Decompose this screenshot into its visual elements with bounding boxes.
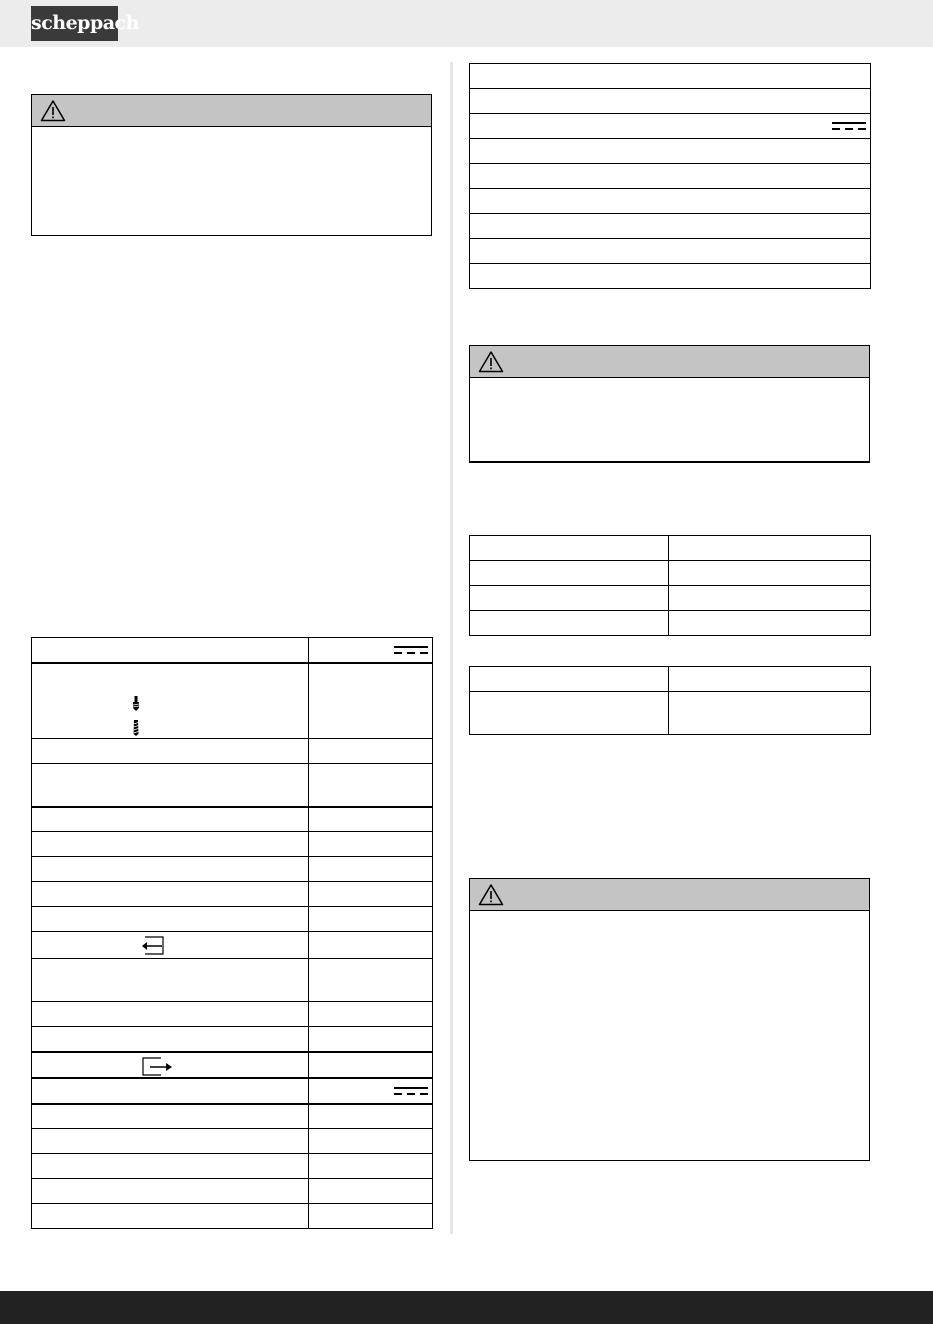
warning-box-3 xyxy=(469,878,870,1161)
warning-header xyxy=(470,879,869,911)
warning-header xyxy=(470,346,869,378)
warning-box-2 xyxy=(469,345,870,463)
table-row xyxy=(32,764,433,807)
table-row xyxy=(470,189,871,214)
column-divider xyxy=(450,62,453,1234)
table-row xyxy=(32,1204,433,1229)
table-row xyxy=(32,1179,433,1204)
table-row xyxy=(32,907,433,932)
table-row xyxy=(470,214,871,239)
brand-logo: scheppach xyxy=(31,6,118,41)
dc-current-icon xyxy=(832,121,866,131)
table-row xyxy=(32,1129,433,1154)
dc-current-icon xyxy=(394,1086,428,1096)
table-row xyxy=(32,739,433,764)
input-arrow-icon xyxy=(139,936,165,955)
table-row xyxy=(470,536,871,561)
table-row xyxy=(32,638,433,663)
noise-values-table xyxy=(469,535,871,636)
drill-bit-icon xyxy=(132,696,140,711)
table-row xyxy=(32,1052,433,1078)
warning-triangle-icon xyxy=(478,883,504,906)
table-row xyxy=(32,959,433,1002)
table-row xyxy=(470,692,871,735)
table-row xyxy=(470,611,871,636)
vibration-values-table xyxy=(469,666,871,735)
table-row xyxy=(32,807,433,832)
page-header xyxy=(0,0,933,47)
table-row xyxy=(470,586,871,611)
table-row xyxy=(470,89,871,114)
table-row xyxy=(470,667,871,692)
warning-box-1 xyxy=(31,94,432,236)
page-footer-bar xyxy=(0,1291,933,1324)
battery-charger-table xyxy=(469,63,871,289)
table-row xyxy=(32,1078,433,1104)
warning-triangle-icon xyxy=(478,350,504,373)
table-row xyxy=(470,164,871,189)
table-row xyxy=(470,239,871,264)
table-row xyxy=(32,832,433,857)
table-row xyxy=(470,64,871,89)
technical-data-table xyxy=(31,637,433,1229)
warning-header xyxy=(32,95,431,127)
table-row xyxy=(470,139,871,164)
table-row xyxy=(32,1104,433,1129)
dc-current-icon xyxy=(394,645,428,655)
table-row xyxy=(470,264,871,289)
output-arrow-icon xyxy=(142,1057,174,1076)
table-row xyxy=(470,561,871,586)
screw-bit-icon xyxy=(132,720,140,736)
table-row xyxy=(32,1154,433,1179)
table-row xyxy=(32,857,433,882)
warning-triangle-icon xyxy=(40,99,66,122)
table-row xyxy=(32,663,433,739)
table-row xyxy=(32,882,433,907)
table-row xyxy=(470,114,871,139)
table-row xyxy=(32,932,433,959)
table-row xyxy=(32,1027,433,1052)
table-row xyxy=(32,1002,433,1027)
